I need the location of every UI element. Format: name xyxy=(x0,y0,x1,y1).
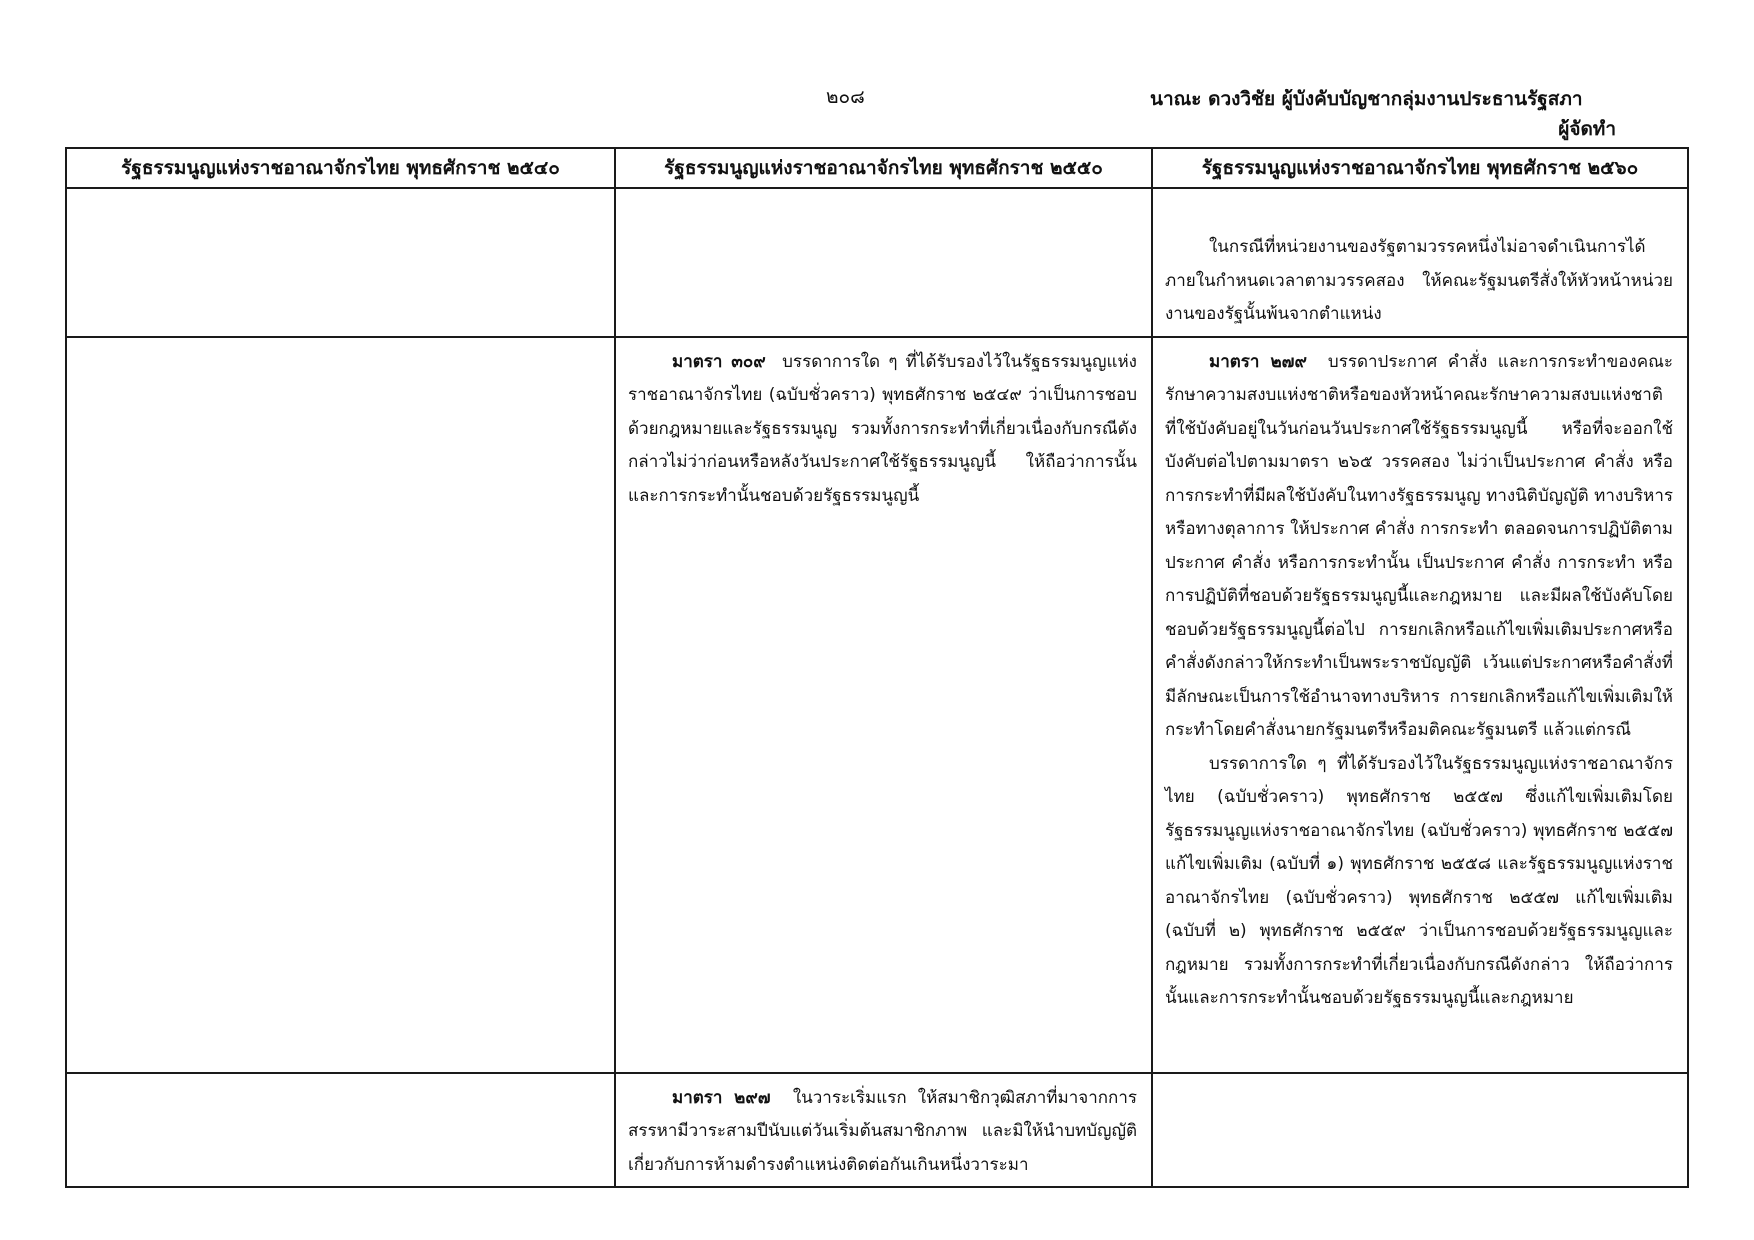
cell-2550 xyxy=(615,188,1152,337)
section-paragraph xyxy=(628,1082,1137,1183)
author-block xyxy=(1150,84,1620,144)
author-name-title: นาณะ ดวงวิชัย ผู้บังคับบัญชากลุ่มงานประธานรัฐสภา xyxy=(1150,88,1583,110)
cell-2560 xyxy=(1152,1073,1688,1188)
cell-2540 xyxy=(66,337,615,1073)
section-number: มาตรา ๓๐๙ xyxy=(672,351,766,372)
paragraph-text: บรรดาการใด ๆ ที่ได้รับรองไว้ในรัฐธรรมนูญแห่งราชอาณาจักรไทย (ฉบับชั่วคราว) พุทธศักราช ๒๕๕๗ ซึ่งแก้ไขเพิ่มเติมโดยรัฐธรรมนูญแห่งราชอาณาจักรไทย (ฉบับชั่วคราว) พุทธศักราช ๒๕๕๗ แก้ไขเพิ่มเติม (ฉบับที่ ๑) พุทธศักราช ๒๕๕๘ และรัฐธรรมนูญแห่งราชอาณาจักรไทย (ฉบับชั่วคราว) พุทธศักราช ๒๕๕๗ แก้ไขเพิ่มเติม (ฉบับที่ ๒) พุทธศักราช ๒๕๕๙ ว่าเป็นการชอบด้วยรัฐธรรมนูญและกฎหมาย รวมทั้งการกระทำที่เกี่ยวเนื่องกับกรณีดังกล่าว ให้ถือว่าการนั้นและการกระทำนั้นชอบด้วยรัฐธรรมนูญนี้และกฎหมาย xyxy=(1165,753,1673,1008)
section-text: บรรดาประกาศ คำสั่ง และการกระทำของคณะรักษาความสงบแห่งชาติหรือของหัวหน้าคณะรักษาความสงบแห่งชาติที่ใช้บังคับอยู่ในวันก่อนวันประกาศใช้รัฐธรรมนูญนี้ หรือที่จะออกใช้บังคับต่อไปตามมาตรา ๒๖๕ วรรคสอง ไม่ว่าเป็นประกาศ คำสั่ง หรือการกระทำที่มีผลใช้บังคับในทางรัฐธรรมนูญ ทางนิติบัญญัติ ทางบริหาร หรือทางตุลาการ ให้ประกาศ คำสั่ง การกระทำ ตลอดจนการปฏิบัติตามประกาศ คำสั่ง หรือการกระทำนั้น เป็นประกาศ คำสั่ง การกระทำ หรือการปฏิบัติที่ชอบด้วยรัฐธรรมนูญนี้และกฎหมาย และมีผลใช้บังคับโดยชอบด้วยรัฐธรรมนูญนี้ต่อไป การยกเลิกหรือแก้ไขเพิ่มเติมประกาศหรือคำสั่งดังกล่าวให้กระทำเป็นพระราชบัญญัติ เว้นแต่ประกาศหรือคำสั่งที่มีลักษณะเป็นการใช้อำนาจทางบริหาร การยกเลิกหรือแก้ไขเพิ่มเติมให้กระทำโดยคำสั่งนายกรัฐมนตรีหรือมติคณะรัฐมนตรี แล้วแต่กรณี xyxy=(1165,351,1673,740)
paragraph-text: ในกรณีที่หน่วยงานของรัฐตามวรรคหนึ่งไม่อาจดำเนินการได้ภายในกำหนดเวลาตามวรรคสอง ให้คณะรัฐมนตรีสั่งให้หัวหน้าหน่วยงานของรัฐนั้นพ้นจากตำแหน่ง xyxy=(1165,237,1673,324)
cell-2540 xyxy=(66,188,615,337)
section-paragraph xyxy=(1165,346,1673,748)
table-header-row xyxy=(66,148,1688,188)
cell-2560 xyxy=(1152,188,1688,337)
column-header-2540: รัฐธรรมนูญแห่งราชอาณาจักรไทย พุทธศักราช ๒๕๔๐ xyxy=(66,148,615,188)
cell-2560 xyxy=(1152,337,1688,1073)
page-number: ๒๐๘ xyxy=(826,86,865,108)
section-number: มาตรา ๒๗๙ xyxy=(1209,351,1307,372)
section-text: บรรดาการใด ๆ ที่ได้รับรองไว้ในรัฐธรรมนูญแห่งราชอาณาจักรไทย (ฉบับชั่วคราว) พุทธศักราช ๒๕๔๙ ว่าเป็นการชอบด้วยกฎหมายและรัฐธรรมนูญ รวมทั้งการกระทำที่เกี่ยวเนื่องกับกรณีดังกล่าวไม่ว่าก่อนหรือหลังวันประกาศใช้รัฐธรรมนูญนี้ ให้ถือว่าการนั้นและการกระทำนั้นชอบด้วยรัฐธรรมนูญนี้ xyxy=(628,351,1137,506)
table-row xyxy=(66,337,1688,1073)
table-row xyxy=(66,188,1688,337)
author-role: ผู้จัดทำ xyxy=(1558,118,1616,140)
table-row xyxy=(66,1073,1688,1188)
section-paragraph xyxy=(628,346,1137,514)
section-number: มาตรา ๒๙๗ xyxy=(672,1087,771,1108)
cell-2550 xyxy=(615,337,1152,1073)
column-header-2560: รัฐธรรมนูญแห่งราชอาณาจักรไทย พุทธศักราช ๒๕๖๐ xyxy=(1152,148,1688,188)
cell-2540 xyxy=(66,1073,615,1188)
constitution-comparison-table xyxy=(65,147,1689,1188)
column-header-2550: รัฐธรรมนูญแห่งราชอาณาจักรไทย พุทธศักราช ๒๕๕๐ xyxy=(615,148,1152,188)
section-text: ในวาระเริ่มแรก ให้สมาชิกวุฒิสภาที่มาจากการสรรหามีวาระสามปีนับแต่วันเริ่มต้นสมาชิกภาพ และมิให้นำบทบัญญัติเกี่ยวกับการห้ามดำรงตำแหน่งติดต่อกันเกินหนึ่งวาระมา xyxy=(628,1087,1138,1175)
cell-2550 xyxy=(615,1073,1152,1188)
